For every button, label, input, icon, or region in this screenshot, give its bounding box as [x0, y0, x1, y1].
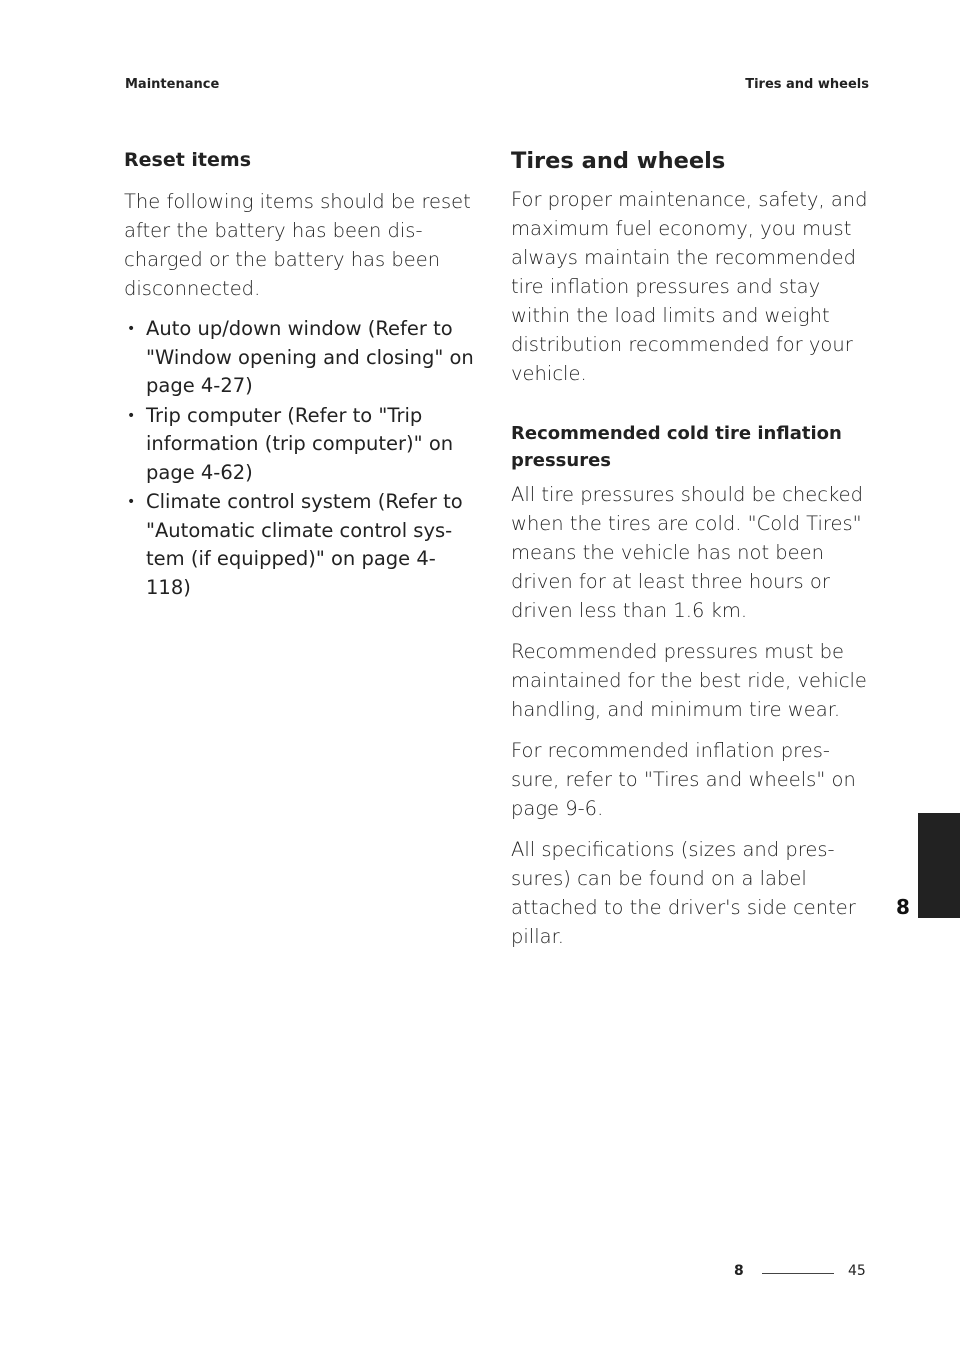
- footer-page-number: 45: [848, 1263, 866, 1279]
- section-spacer: [511, 400, 871, 420]
- subheading-line: pressures: [511, 450, 612, 471]
- bullet-line: "Automatic climate control sys‐: [146, 518, 453, 542]
- intro-line: The following items should be reset: [124, 190, 471, 213]
- left-column: [124, 145, 479, 603]
- bullet-line: "Window opening and closing" on: [146, 345, 474, 369]
- paragraph-line: All tire pressures should be checked: [511, 483, 863, 506]
- reset-items-list: [124, 315, 479, 602]
- footer-divider: [762, 1273, 834, 1274]
- running-header-section: Maintenance: [125, 77, 220, 92]
- intro-line: distribution recommended for your: [511, 333, 853, 356]
- bullet-line: information (trip computer)" on: [146, 432, 454, 455]
- subheading-line: Recommended cold tire inflation: [511, 423, 842, 444]
- paragraph-line: Recommended pressures must be: [511, 640, 844, 663]
- paragraph-line: For recommended inflation pres‐: [511, 739, 830, 762]
- footer-chapter-number: 8: [734, 1263, 744, 1279]
- recommended-pressures-paragraph: [511, 637, 871, 724]
- cold-tires-paragraph: [511, 480, 871, 625]
- intro-line: vehicle.: [511, 362, 587, 385]
- paragraph-line: driven for at least three hours or: [511, 570, 830, 593]
- paragraph-line: driven less than 1.6 km.: [511, 599, 748, 622]
- chapter-thumb-label: 8: [896, 895, 910, 919]
- paragraph-line: All specifications (sizes and pres‐: [511, 838, 835, 861]
- paragraph-line: sure, refer to "Tires and wheels" on: [511, 768, 856, 791]
- cold-tire-subheading: [511, 420, 871, 474]
- specifications-label-paragraph: [511, 835, 871, 951]
- reset-items-intro: [124, 187, 479, 303]
- paragraph-line: means the vehicle has not been: [511, 541, 825, 564]
- paragraph-line: pillar.: [511, 925, 565, 948]
- paragraph-line: maintained for the best ride, vehicle: [511, 669, 867, 692]
- intro-line: charged or the battery has been: [124, 248, 441, 271]
- right-column: [511, 145, 871, 963]
- bullet-line: page 4-27): [146, 374, 253, 397]
- bullet-line: page 4-62): [146, 460, 253, 484]
- running-header-topic: Tires and wheels: [745, 77, 869, 92]
- intro-line: after the battery has been dis‐: [124, 219, 423, 242]
- tires-and-wheels-heading: Tires and wheels: [511, 148, 726, 174]
- paragraph-line: sures) can be found on a label: [511, 867, 807, 890]
- intro-line: disconnected.: [124, 277, 261, 300]
- paragraph-line: when the tires are cold. "Cold Tires": [511, 512, 862, 535]
- list-item: [124, 402, 479, 488]
- paragraph-line: attached to the driver's side center: [511, 896, 856, 919]
- bullet-line: • Climate control system (Refer to: [146, 490, 463, 513]
- list-item: [124, 315, 479, 401]
- chapter-thumb-tab: [918, 813, 960, 918]
- intro-line: maximum fuel economy, you must: [511, 217, 852, 240]
- intro-line: within the load limits and weight: [511, 304, 830, 327]
- paragraph-line: page 9-6.: [511, 797, 604, 820]
- inflation-reference-paragraph: [511, 736, 871, 823]
- bullet-line: • Trip computer (Refer to "Trip: [146, 403, 423, 427]
- reset-items-heading: Reset items: [124, 149, 251, 171]
- paragraph-line: handling, and minimum tire wear.: [511, 698, 841, 721]
- bullet-line: • Auto up/down window (Refer to: [146, 317, 453, 340]
- intro-line: always maintain the recommended: [511, 246, 856, 269]
- intro-line: tire inflation pressures and stay: [511, 275, 821, 298]
- tires-intro-paragraph: [511, 185, 871, 388]
- list-item: [124, 488, 479, 602]
- bullet-line: tem (if equipped)" on page 4-118): [146, 547, 436, 599]
- intro-line: For proper maintenance, safety, and: [511, 188, 868, 211]
